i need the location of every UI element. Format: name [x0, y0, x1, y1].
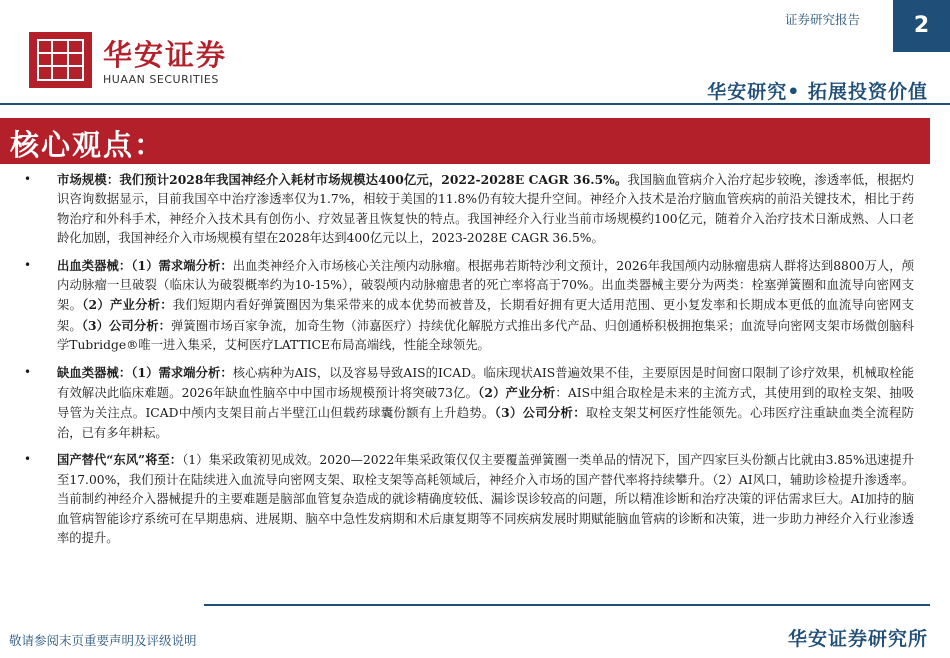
bullet-subheading: （2）产业分析：	[82, 297, 173, 313]
bullet-market-size	[24, 170, 914, 249]
bullet-text: 我国脑血管病介入治疗起步较晚，渗透率低，根据灼识咨询数据显示，目前我国卒中治疗渗透率仅为1.7%，相较于美国的11.8%仍有较大提升空间。神经介入技术是治疗脑血管疾病的前沿关键技术，相比于药物治疗和外科手术，神经介入技术具有创伤小、疗效显著且恢复快的特点。我国神经介入行业当前市场规模约100亿元，随着介入治疗技术日渐成熟、人口老龄化加剧，我国神经介入市场规模有望在2028年达到400亿元以上，2023-2028E CAGR 36.5%。	[57, 173, 914, 246]
bullet-text: 弹簧圈市场百家争流，加奇生物（沛嘉医疗）持续优化解脱方式推出多代产品、归创通桥积极拥抱集采；血流导向密网支架市场微创脑科学Tubridge®唯一进入集采，艾柯医疗LATTICE布局高端线，性能全球领先。	[57, 318, 914, 353]
bullet-dot-icon	[24, 170, 31, 189]
bullet-subheading: （3）公司分析：	[494, 405, 586, 421]
bullet-heading: 国产替代“东风”将至：	[57, 452, 183, 468]
bullet-text: ：AIS中組合取栓是未来的主流方式，其使用到的取栓支架、抽吸导管为关注点。ICAD中颅内支架目前占半壁江山但载药球囊份额有上升趋势。	[57, 386, 914, 421]
bullet-heading: 市场规模：	[57, 172, 120, 187]
bullet-text: 取栓支架艾柯医疗性能领先。心玮医疗注重缺血类全流程防治，已有多年耕耘。	[57, 406, 914, 440]
company-logo-chinese: 华安证券	[103, 38, 228, 72]
bullet-subheading: （3）公司分析：	[81, 317, 171, 333]
footer-divider	[204, 604, 930, 606]
bullet-highlight: 我们预计2028年我国神经介入耗材市场规模达400亿元，2022-2028E CAGR 36.5%。	[119, 172, 628, 187]
header-slogan: 华安研究• 拓展投资价值	[707, 81, 928, 103]
key-points-list	[24, 170, 914, 555]
header-divider	[0, 103, 950, 105]
bullet-dot-icon	[24, 256, 31, 275]
report-type-label: 证券研究报告	[785, 12, 861, 27]
bullet-heading: 出血类器械：	[57, 257, 132, 273]
page-number: 2	[893, 0, 950, 52]
footer-brand: 华安证券研究所	[787, 628, 928, 650]
bullet-ischemic-devices	[24, 363, 914, 444]
footer-disclaimer: 敬请参阅末页重要声明及评级说明	[9, 633, 197, 648]
bullet-heading: 缺血类器械：	[57, 364, 132, 380]
bullet-subheading: （2）产业分析	[478, 385, 556, 401]
bullet-subheading: （1）需求端分析：	[131, 364, 233, 380]
bullet-text: 出血类神经介入市场核心关注颅内动脉瘤。根据弗若斯特沙利文预计，2026年我国颅内动脉瘤患病人群将达到8800万人，颅内动脉瘤一旦破裂（临床认为破裂概率约为10-15%），破裂颅内动脉瘤患者的死亡率将高于70%。出血类器械主要分为两类：栓塞弹簧圈和血流导向密网支架。	[57, 258, 914, 313]
bullet-dot-icon	[24, 363, 31, 382]
company-logo-mark	[29, 32, 92, 88]
bullet-text: （1）集采政策初见成效。2020—2022年集采政策仅仅主要覆盖弹簧圈一类单品的情况下，国产四家巨头份额占比就由3.85%迅速提升至17.00%，我们预计在陆续进入血流导向密网支架、取栓支架等高耗领域后，神经介入市场的国产替代率将持续攀升。（2）AI风口，辅助诊检提升渗透率。当前制约神经介入器械提升的主要难题是脑部血管复杂造成的就诊精确度较低、漏诊误诊较高的问题，所以精准诊断和治疗决策的评估需求巨大。AI加持的脑血管病智能诊疗系统可在早期患病、进展期、脑卒中急性发病期和术后康复期等不同疾病发展时期赋能脑血管病的诊断和决策，进一步助力神经介入行业渗透率的提升。	[57, 453, 914, 545]
bullet-text: 核心病种为AIS，以及容易导致AIS的ICAD。临床现状AIS普遍效果不佳，主要原因是时间窗口限制了诊疗效果，机械取栓能有效解决此临床难题。2026年缺血性脑卒中中国市场规模预计将突破73亿。	[57, 365, 914, 401]
bullet-text: 我们短期内看好弹簧圈因为集采带来的成本优势而被普及，长期看好拥有更大适用范围、更小复发率和长期成本更低的血流导向密网支架。	[57, 298, 914, 333]
bullet-domestic-substitution	[24, 450, 914, 548]
bullet-subheading: （1）需求端分析：	[131, 257, 233, 273]
section-title: 核心观点：	[10, 128, 166, 162]
bullet-hemorrhagic-devices	[24, 256, 914, 356]
bullet-dot-icon	[24, 450, 31, 469]
company-logo-english: HUAAN SECURITIES	[103, 73, 219, 86]
